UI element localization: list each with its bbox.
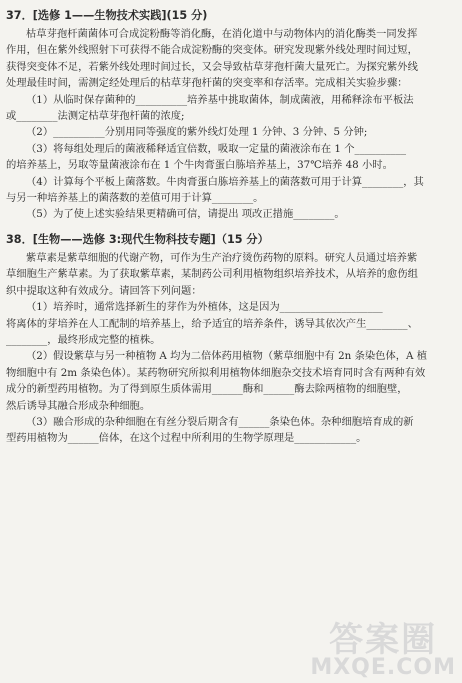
watermark-logo-text: 答案圈 <box>329 620 438 660</box>
q37-line-3: 获得突变体不足，若紫外线处理时间过长，又会导致枯草芽孢杆菌大量死亡。为探究紫外线 <box>6 60 418 73</box>
exam-page <box>6 8 456 447</box>
q37-line-2: 作用，但在紫外线照射下可获得不能合成淀粉酶的突变体。研究发现紫外线处理时间过短， <box>6 44 418 57</box>
q37-line-1: 枯草芽孢杆菌菌体可合成淀粉酶等消化酶，在消化道中与动物体内的消化酶类一同发挥 <box>26 28 418 40</box>
q37-line-6: 或________法测定枯草芽孢杆菌的浓度; <box>6 110 185 123</box>
q37-line-9: 的培养基上，另取等量菌液涂布在 1 个牛肉膏蛋白胨培养基上，37℃培养 48 小时。 <box>6 159 393 172</box>
q37-line-10: （4）计算每个平板上菌落数。牛肉膏蛋白胨培养基上的菌落数可用于计算________，其 <box>26 175 424 188</box>
q37-line-4: 处理最佳时间，需测定经处理后的枯草芽孢杆菌的突变率和存活率。完成相关实验步骤： <box>6 77 408 90</box>
q38-line-2: 草细胞生产紫草素。为了获取紫草素，某制药公司利用植物组织培养技术，从培养的愈伤组 <box>6 268 418 281</box>
q38-line-9: 成分的新型药用植物。为了得到原生质体需用______酶和______酶去除两植物的细胞壁， <box>6 383 408 396</box>
q38-line-7: （2）假设紫草与另一种植物 A 均为二倍体药用植物（紫草细胞中有 2n 条染色体，A 植 <box>26 350 428 363</box>
q38-line-8: 物细胞中有 2m 条染色体）。某药物研究所拟利用植物体细胞杂交技术培育同时含有两种有效 <box>6 366 426 379</box>
q38-line-4: （1）培养时，通常选择新生的芽作为外植体，这是因为____________________ <box>26 301 383 314</box>
watermark-domain: MXQE.COM <box>310 655 456 680</box>
q38-line-1: 紫草素是紫草细胞的代谢产物，可作为生产治疗烫伤药物的原料。研究人员通过培养紫 <box>26 251 418 264</box>
site-watermark <box>310 620 456 680</box>
q38-line-3: 织中提取这种有效成分。请回答下列问题： <box>6 284 202 297</box>
q37-line-11: 与另一种培养基上的菌落数的差值可用于计算________。 <box>6 192 264 205</box>
q37-line-12: （5）为了使上述实验结果更精确可信，请提出 项改正措施________。 <box>26 208 345 221</box>
q38-line-6: ________，最终形成完整的植株。 <box>6 333 161 346</box>
q37-line-7: （2）__________分别用同等强度的紫外线灯处理 1 分钟、3 分钟、5 分钟; <box>26 126 368 139</box>
q38-line-12: 型药用植物为______倍体，在这个过程中所利用的生物学原理是____________。 <box>6 432 367 445</box>
q38-line-11: （3）融合形成的杂种细胞在有丝分裂后期含有______条染色体。杂种细胞培育成的新 <box>26 415 414 428</box>
q38-line-10: 然后诱导其融合形成杂种细胞。 <box>6 399 151 412</box>
question-37-heading: 37．[选修 1——生物技术实践](15 分) <box>6 9 208 22</box>
q38-line-5: 将离体的芽培养在人工配制的培养基上，给予适宜的培养条件，诱导其依次产生________、 <box>6 317 418 330</box>
q37-line-8: （3）将每组处理后的菌液稀释适宜倍数，吸取一定量的菌液涂布在 1 个__________ <box>26 142 407 155</box>
question-38-heading: 38．[生物——选修 3:现代生物科技专题]（15 分） <box>6 232 269 246</box>
section-gap <box>6 223 456 232</box>
q37-line-5: （1）从临时保存菌种的__________培养基中挑取菌体，制成菌液，用稀释涂布平板法 <box>26 93 414 106</box>
